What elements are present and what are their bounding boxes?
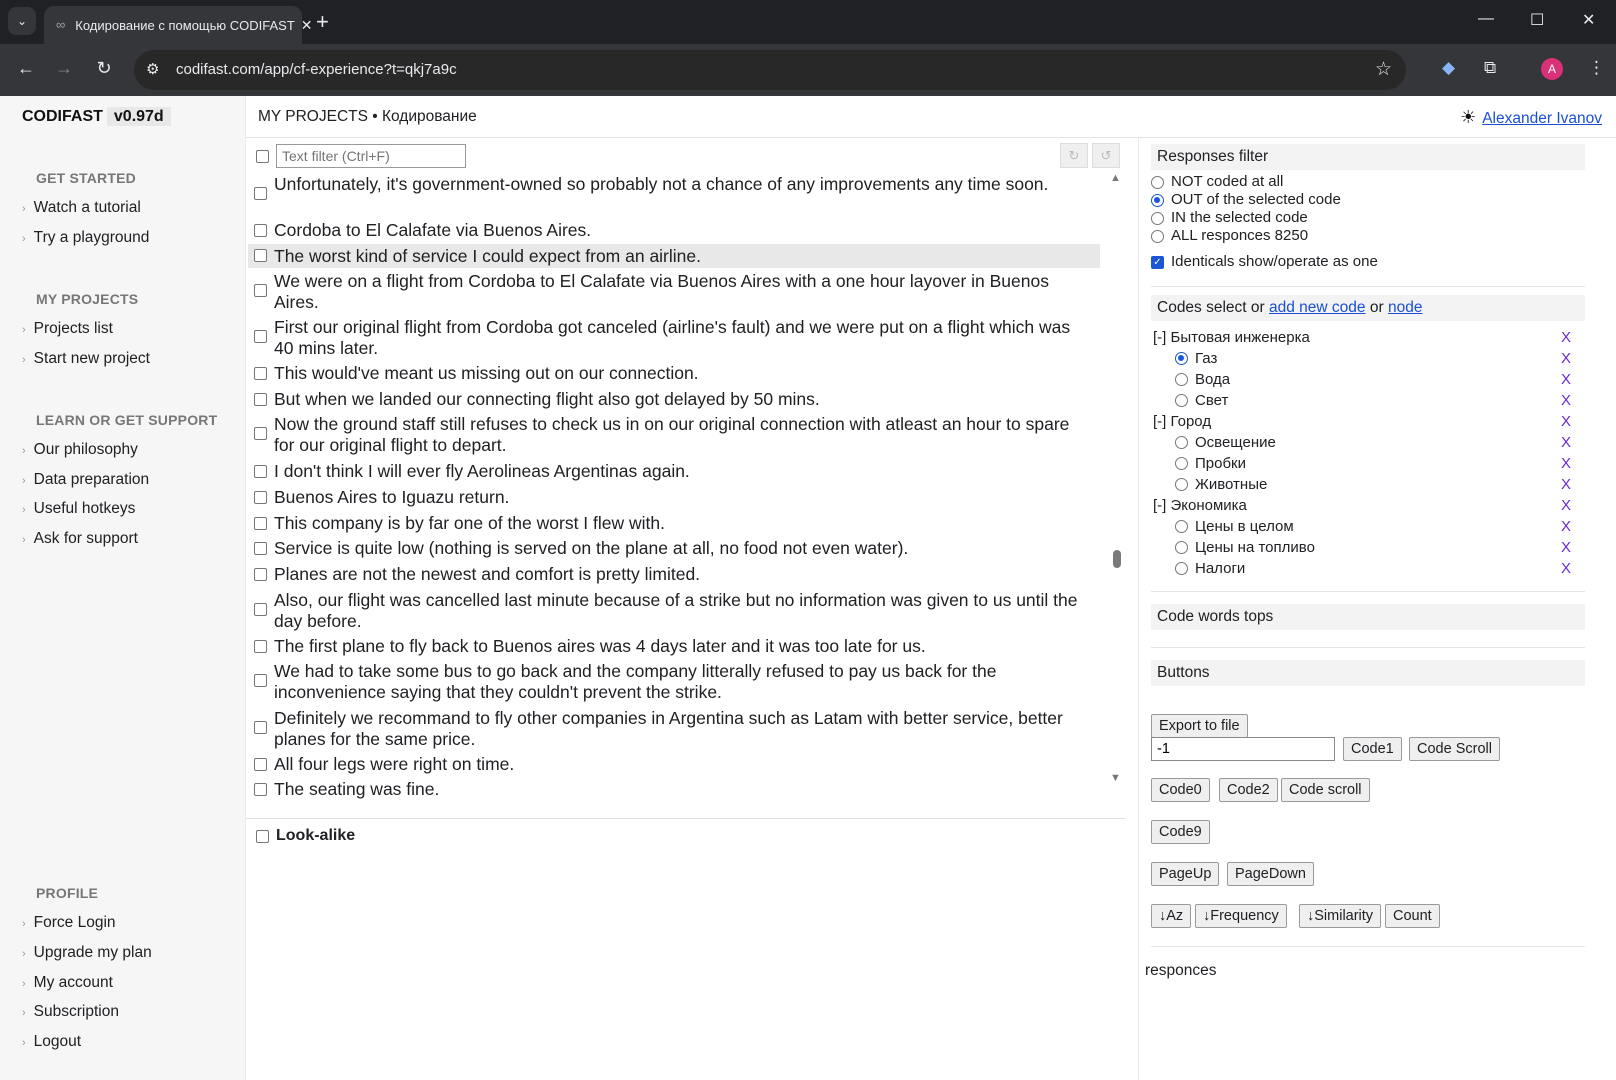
reset-icon[interactable]: ↺ bbox=[1092, 143, 1120, 168]
site-settings-icon[interactable]: ⚙ bbox=[146, 61, 160, 78]
code-label: Газ bbox=[1195, 350, 1218, 367]
section-my-projects: MY PROJECTS bbox=[36, 291, 139, 307]
row-checkbox[interactable] bbox=[254, 187, 267, 200]
code9-button[interactable]: Code9 bbox=[1151, 820, 1210, 844]
filter-label: IN the selected code bbox=[1171, 209, 1308, 226]
sidebar-item-watch-tutorial[interactable]: › Watch a tutorial bbox=[22, 199, 141, 216]
delete-code-button[interactable]: X bbox=[1561, 434, 1572, 451]
sort-frequency-button[interactable]: ↓Frequency bbox=[1195, 904, 1287, 928]
brand[interactable] bbox=[22, 108, 171, 126]
code1-button[interactable]: Code1 bbox=[1343, 737, 1402, 761]
chevron-right-icon: › bbox=[22, 504, 26, 516]
code-radio[interactable] bbox=[1175, 541, 1188, 554]
menu-kebab-icon[interactable]: ⋮ bbox=[1588, 58, 1605, 77]
row-checkbox[interactable] bbox=[254, 568, 267, 581]
list-item[interactable]: This would've meant us missing out on our connection. bbox=[248, 363, 1100, 384]
extension-gem-icon[interactable]: ◆ bbox=[1442, 58, 1456, 77]
code-scroll-button[interactable]: Code Scroll bbox=[1409, 737, 1500, 761]
delete-code-button[interactable]: X bbox=[1561, 455, 1572, 472]
row-checkbox[interactable] bbox=[254, 367, 267, 380]
brand-name: CODIFAST bbox=[22, 108, 103, 125]
identicals-checkbox[interactable]: ✓ bbox=[1151, 256, 1164, 269]
browser-tab-bar bbox=[0, 0, 1616, 44]
divider bbox=[246, 818, 1126, 819]
user-menu[interactable] bbox=[1460, 107, 1602, 128]
responses-panel bbox=[246, 138, 1130, 1080]
page-up-button[interactable]: PageUp bbox=[1151, 862, 1219, 886]
close-tab-icon[interactable]: ✕ bbox=[300, 16, 313, 33]
chevron-right-icon: › bbox=[22, 354, 26, 366]
row-checkbox[interactable] bbox=[254, 721, 267, 734]
sidebar-item-projects-list[interactable]: › Projects list bbox=[22, 320, 113, 337]
row-checkbox[interactable] bbox=[254, 517, 267, 530]
reload-icon[interactable]: ↻ bbox=[96, 58, 112, 78]
code-scroll-lower-button[interactable]: Code scroll bbox=[1281, 778, 1370, 802]
row-checkbox[interactable] bbox=[254, 284, 267, 297]
list-item[interactable]: Service is quite low (nothing is served on the plane at all, no food not even water). bbox=[248, 538, 1100, 559]
list-item[interactable]: Buenos Aires to Iguazu return. bbox=[248, 487, 1100, 508]
divider bbox=[1151, 286, 1585, 287]
row-checkbox[interactable] bbox=[254, 465, 267, 478]
delete-code-button[interactable]: X bbox=[1561, 518, 1572, 535]
delete-code-button[interactable]: X bbox=[1561, 371, 1572, 388]
code-words-tops-title: Code words tops bbox=[1151, 604, 1585, 630]
list-item-selected[interactable]: The worst kind of service I could expect from an airline. bbox=[248, 244, 1100, 268]
buttons-title: Buttons bbox=[1151, 660, 1585, 686]
select-all-checkbox[interactable] bbox=[256, 150, 269, 163]
sidebar bbox=[0, 96, 246, 1080]
scroll-down-icon[interactable]: ▼ bbox=[1110, 772, 1121, 784]
chevron-right-icon: › bbox=[22, 918, 26, 930]
url-text[interactable]: codifast.com/app/cf-experience?t=qkj7a9c bbox=[176, 61, 457, 78]
list-item[interactable]: We were on a flight from Cordoba to El Calafate via Buenos Aires with a one hour layover in Buenos Aires. bbox=[248, 271, 1100, 313]
chevron-right-icon: › bbox=[22, 948, 26, 960]
list-item[interactable]: I don't think I will ever fly Aerolineas Argentinas again. bbox=[248, 461, 1100, 482]
sort-similarity-button[interactable]: ↓Similarity bbox=[1299, 904, 1381, 928]
controls-panel bbox=[1138, 138, 1616, 1080]
maximize-icon[interactable]: ☐ bbox=[1530, 12, 1545, 29]
sidebar-item-start-project[interactable]: › Start new project bbox=[22, 350, 150, 367]
code-label: Освещение bbox=[1195, 434, 1276, 451]
list-item[interactable]: Unfortunately, it's government-owned so probably not a chance of any improvements any time soon. bbox=[248, 174, 1100, 216]
user-link[interactable]: Alexander Ivanov bbox=[1482, 110, 1602, 127]
favicon-icon: ∞ bbox=[56, 17, 66, 32]
filter-label: OUT of the selected code bbox=[1171, 191, 1341, 208]
row-checkbox[interactable] bbox=[254, 491, 267, 504]
sidebar-item-try-playground[interactable]: › Try a playground bbox=[22, 229, 150, 246]
forward-icon[interactable]: → bbox=[55, 58, 73, 78]
lookalike-checkbox[interactable] bbox=[256, 830, 269, 843]
code-radio[interactable] bbox=[1175, 520, 1188, 533]
divider bbox=[1151, 946, 1585, 947]
code-radio[interactable] bbox=[1175, 478, 1188, 491]
code-label: Вода bbox=[1195, 371, 1231, 388]
filter-radio-out[interactable] bbox=[1151, 194, 1164, 207]
section-profile: PROFILE bbox=[36, 885, 99, 901]
filter-label: NOT coded at all bbox=[1171, 173, 1284, 190]
extensions-puzzle-icon[interactable]: ⧉ bbox=[1484, 58, 1497, 77]
delete-code-button[interactable]: X bbox=[1561, 560, 1572, 577]
code-label: Животные bbox=[1195, 476, 1268, 493]
section-learn-support: LEARN OR GET SUPPORT bbox=[36, 412, 218, 428]
refresh-icon[interactable]: ↻ bbox=[1060, 143, 1088, 168]
list-item[interactable]: We had to take some bus to go back and the company litterally refused to pay us back for the inconvenience saying that they couldn't prevent the strike. bbox=[248, 661, 1100, 703]
code-radio[interactable] bbox=[1175, 373, 1188, 386]
divider bbox=[1151, 647, 1585, 648]
address-bar[interactable] bbox=[134, 50, 1406, 90]
tab-title: Кодирование с помощью CODIFAST bbox=[75, 17, 295, 33]
divider bbox=[1151, 591, 1585, 592]
chevron-right-icon: › bbox=[22, 475, 26, 487]
chevron-right-icon: › bbox=[22, 1007, 26, 1019]
back-icon[interactable]: ← bbox=[17, 58, 35, 78]
sidebar-item-support[interactable]: › Ask for support bbox=[22, 530, 138, 547]
code-radio[interactable] bbox=[1175, 436, 1188, 449]
delete-code-button[interactable]: X bbox=[1561, 350, 1572, 367]
close-window-icon[interactable]: ✕ bbox=[1582, 12, 1596, 29]
app-header bbox=[246, 96, 1616, 138]
page-down-button[interactable]: PageDown bbox=[1227, 862, 1314, 886]
add-node-link[interactable]: node bbox=[1387, 299, 1423, 316]
responses-filter-title: Responses filter bbox=[1151, 144, 1585, 170]
code-number-input[interactable] bbox=[1151, 737, 1335, 761]
profile-avatar[interactable]: A bbox=[1541, 58, 1563, 80]
lookalike-label: Look-alike bbox=[276, 827, 356, 844]
row-checkbox[interactable] bbox=[254, 603, 267, 616]
minimize-icon[interactable]: — bbox=[1478, 10, 1494, 27]
section-get-started: GET STARTED bbox=[36, 170, 136, 186]
code2-button[interactable]: Code2 bbox=[1219, 778, 1278, 802]
chevron-right-icon: › bbox=[22, 233, 26, 245]
list-item[interactable]: The seating was fine. bbox=[248, 779, 1100, 800]
row-checkbox[interactable] bbox=[254, 249, 267, 262]
code-radio[interactable] bbox=[1175, 562, 1188, 575]
chevron-right-icon: › bbox=[22, 445, 26, 457]
chevron-right-icon: › bbox=[22, 203, 26, 215]
row-checkbox[interactable] bbox=[254, 640, 267, 653]
version-badge: v0.97d bbox=[107, 107, 171, 126]
chevron-right-icon: › bbox=[22, 534, 26, 546]
code-group-toggle[interactable]: [-] Экономика bbox=[1153, 497, 1247, 514]
responses-footer: responces bbox=[1145, 962, 1217, 979]
list-item[interactable]: The first plane to fly back to Buenos aires was 4 days later and it was too late for us. bbox=[248, 636, 1100, 657]
delete-code-button[interactable]: X bbox=[1561, 476, 1572, 493]
count-button[interactable]: Count bbox=[1385, 904, 1440, 928]
list-item[interactable]: Also, our flight was cancelled last minute because of a strike but no information was given to us until the day before. bbox=[248, 590, 1100, 632]
row-checkbox[interactable] bbox=[254, 783, 267, 796]
sidebar-item-hotkeys[interactable]: › Useful hotkeys bbox=[22, 500, 136, 517]
row-checkbox[interactable] bbox=[254, 330, 267, 343]
browser-toolbar bbox=[0, 44, 1616, 96]
code-radio[interactable] bbox=[1175, 457, 1188, 470]
list-item[interactable]: Definitely we recommand to fly other companies in Argentina such as Latam with better service, better planes for the same price. bbox=[248, 708, 1100, 750]
code-group-toggle[interactable]: [-] Бытовая инженерка bbox=[1153, 329, 1310, 346]
row-checkbox[interactable] bbox=[254, 542, 267, 555]
delete-group-button[interactable]: X bbox=[1561, 413, 1572, 430]
code-label: Налоги bbox=[1195, 560, 1246, 577]
scroll-up-icon[interactable]: ▲ bbox=[1110, 172, 1121, 184]
filter-radio-not-coded[interactable] bbox=[1151, 176, 1164, 189]
scrollbar-thumb[interactable] bbox=[1113, 550, 1121, 568]
sidebar-item-logout[interactable]: › Logout bbox=[22, 1033, 82, 1050]
list-item[interactable]: But when we landed our connecting flight also got delayed by 50 mins. bbox=[248, 389, 1100, 410]
row-checkbox[interactable] bbox=[254, 393, 267, 406]
theme-sun-icon[interactable]: ☀ bbox=[1460, 107, 1477, 127]
add-new-code-link[interactable]: add new code bbox=[1269, 299, 1366, 316]
identicals-label: Identicals show/operate as one bbox=[1171, 253, 1378, 270]
filter-radio-in[interactable] bbox=[1151, 212, 1164, 225]
breadcrumb: MY PROJECTS • Кодирование bbox=[258, 108, 477, 125]
code-group-toggle[interactable]: [-] Город bbox=[1153, 413, 1212, 430]
sidebar-item-account[interactable]: › My account bbox=[22, 974, 113, 991]
bookmark-star-icon[interactable]: ☆ bbox=[1374, 59, 1392, 80]
new-tab-button[interactable]: + bbox=[316, 9, 329, 34]
sidebar-item-upgrade[interactable]: › Upgrade my plan bbox=[22, 944, 152, 961]
filter-label: ALL responces 8250 bbox=[1171, 227, 1309, 244]
filter-radio-all[interactable] bbox=[1151, 230, 1164, 243]
row-checkbox[interactable] bbox=[254, 758, 267, 771]
codes-select-title: Codes select or add new code or node bbox=[1151, 295, 1585, 321]
row-checkbox[interactable] bbox=[254, 427, 267, 440]
list-item[interactable]: Cordoba to El Calafate via Buenos Aires. bbox=[248, 220, 1100, 241]
sidebar-item-subscription[interactable]: › Subscription bbox=[22, 1003, 119, 1020]
list-item[interactable]: First our original flight from Cordoba got canceled (airline's fault) and we were put on a flight which was 40 mins later. bbox=[248, 317, 1100, 359]
chevron-right-icon: › bbox=[22, 1037, 26, 1049]
list-item[interactable]: All four legs were right on time. bbox=[248, 754, 1100, 775]
code-label: Цены на топливо bbox=[1195, 539, 1315, 556]
list-item[interactable]: This company is by far one of the worst I flew with. bbox=[248, 513, 1100, 534]
chevron-down-icon: ⌄ bbox=[16, 14, 28, 28]
code-label: Пробки bbox=[1195, 455, 1246, 472]
row-checkbox[interactable] bbox=[254, 224, 267, 237]
code-label: Свет bbox=[1195, 392, 1229, 409]
sidebar-item-data-preparation[interactable]: › Data preparation bbox=[22, 471, 150, 488]
delete-code-button[interactable]: X bbox=[1561, 392, 1572, 409]
row-checkbox[interactable] bbox=[254, 674, 267, 687]
sidebar-item-philosophy[interactable]: › Our philosophy bbox=[22, 441, 138, 458]
code-label: Цены в целом bbox=[1195, 518, 1294, 535]
list-item[interactable]: Now the ground staff still refuses to check us in on our original connection with atleast an hour to spare for our original flight to depart. bbox=[248, 414, 1100, 456]
code-radio[interactable] bbox=[1175, 352, 1188, 365]
export-button[interactable]: Export to file bbox=[1151, 714, 1248, 738]
sidebar-item-force-login[interactable]: › Force Login bbox=[22, 914, 116, 931]
chevron-right-icon: › bbox=[22, 978, 26, 990]
list-item[interactable]: Planes are not the newest and comfort is pretty limited. bbox=[248, 564, 1100, 585]
code0-button[interactable]: Code0 bbox=[1151, 778, 1210, 802]
text-filter-input[interactable] bbox=[276, 144, 466, 168]
delete-code-button[interactable]: X bbox=[1561, 539, 1572, 556]
delete-group-button[interactable]: X bbox=[1561, 497, 1572, 514]
chevron-right-icon: › bbox=[22, 324, 26, 336]
tab-search-button[interactable] bbox=[8, 7, 36, 35]
code-radio[interactable] bbox=[1175, 394, 1188, 407]
sort-az-button[interactable]: ↓Az bbox=[1151, 904, 1191, 928]
responses-list[interactable] bbox=[246, 174, 1126, 806]
browser-tab[interactable] bbox=[44, 6, 313, 44]
delete-group-button[interactable]: X bbox=[1561, 329, 1572, 346]
